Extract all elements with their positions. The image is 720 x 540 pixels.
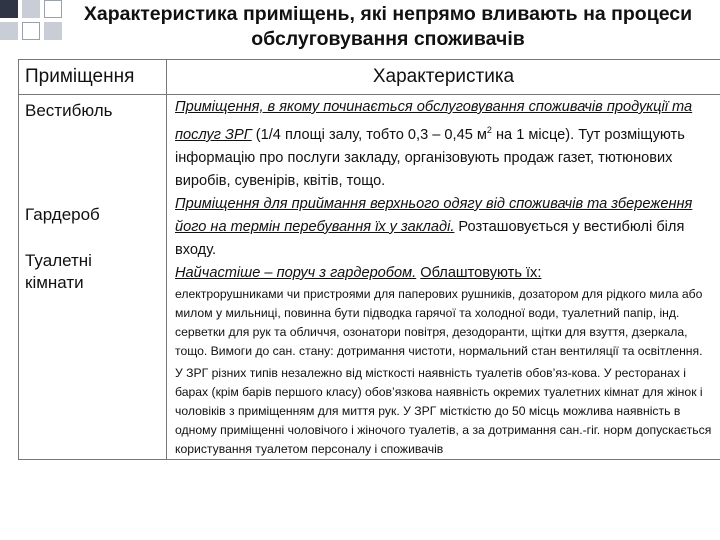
cloakroom-description bbox=[175, 193, 716, 262]
slide-title: Характеристика приміщень, які непрямо вливають на процеси обслуговування споживачів bbox=[83, 3, 693, 50]
table-header-row bbox=[19, 60, 720, 95]
vestibule-description bbox=[175, 96, 716, 193]
header-characteristic: Характеристика bbox=[167, 60, 720, 95]
toilets-equipment: електрорушниками чи пристроями для паперових рушників, дозатором для рідкого мила або милом у мильниці, повинна бути підводка гарячої та холодної води, туалетний папір, інд. серветки для рук та обличчя, озонатори повітря, дезодоранти, щітки для взуття, дзеркала, тощо. Вимоги до сан. стану: дотримання чистоти, нормальний стан вентиляції та освітлення. bbox=[175, 286, 703, 358]
toilets-intro bbox=[175, 262, 716, 285]
characteristic-column bbox=[167, 95, 720, 460]
table-row bbox=[19, 95, 720, 460]
room-column bbox=[19, 95, 167, 460]
vestibule-sup: 2 bbox=[486, 125, 492, 135]
room-vestibule: Вестибюль bbox=[25, 101, 113, 120]
toilets-equip-label: Облаштовують їх: bbox=[420, 264, 542, 281]
toilets-requirements: У ЗРГ різних типів незалежно від місткості наявність туалетів обов’яз-кова. У ресторанах і барах (крім барів першого класу) обов’язкова наявність окремих туалетних кімнат для жінок і чоловіків з приміщенням для миття рук. У ЗРГ місткістю до 50 місць можлива наявність в одному приміщенні чоловічого і жіночого туалетів, а за дотримання сан.-гіг. норм допускається користування туалетом персоналу і споживачів bbox=[175, 365, 712, 456]
cloakroom-location: Розташовується у вестибюлі біля входу. bbox=[175, 218, 685, 258]
vestibule-details: на 1 місце). Тут розміщують інформацію про послуги закладу, організовують продаж газет, тютюнових виробів, сувенірів, квітів, тощо. bbox=[175, 126, 685, 189]
toilets-location: Найчастіше – поруч з гардеробом. bbox=[175, 264, 417, 281]
room-toilets: Туалетні кімнати bbox=[25, 251, 92, 292]
room-cloakroom: Гардероб bbox=[25, 205, 100, 224]
header-room: Приміщення bbox=[19, 60, 167, 95]
cloakroom-definition: Приміщення для приймання верхнього одягу від споживачів та збереження його на термін перебування їх у закладі. bbox=[175, 195, 693, 235]
vestibule-definition: Приміщення, в якому починається обслуговування споживачів продукції та послуг ЗРГ bbox=[175, 99, 693, 143]
rooms-table bbox=[18, 59, 720, 460]
vestibule-area: (1/4 площі залу, тобто 0,3 – 0,45 м bbox=[251, 126, 487, 143]
